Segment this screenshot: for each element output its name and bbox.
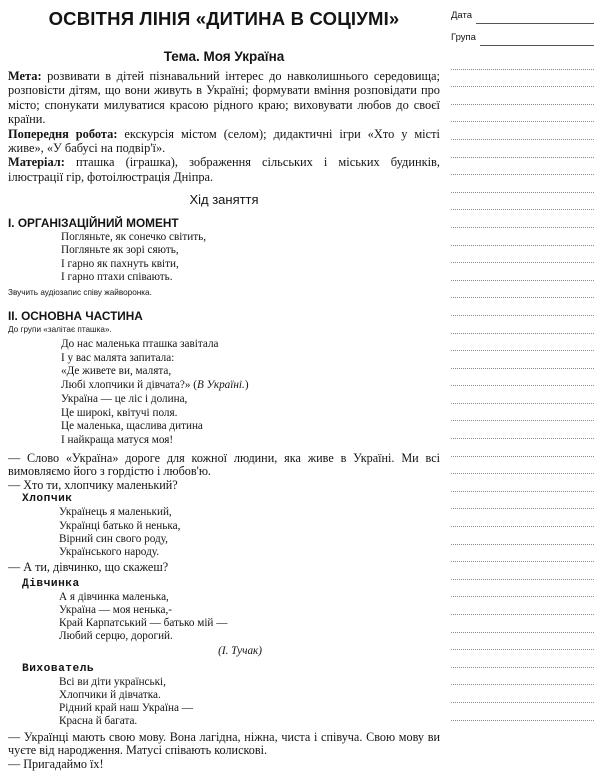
- date-label: Дата: [451, 8, 472, 24]
- note-line[interactable]: [451, 158, 594, 176]
- poem-line: І найкраща матуся моя!: [61, 434, 440, 448]
- note-line[interactable]: [451, 175, 594, 193]
- note-line[interactable]: [451, 562, 594, 580]
- lesson-intro: [8, 69, 440, 184]
- note-line[interactable]: [451, 439, 594, 457]
- note-line[interactable]: [451, 597, 594, 615]
- note-line[interactable]: [451, 509, 594, 527]
- poem-line: Погляньте, як сонечко світить,: [61, 231, 440, 244]
- page-title: ОСВІТНЯ ЛІНІЯ «ДИТИНА В СОЦІУМІ»: [8, 6, 440, 32]
- note-line[interactable]: [451, 650, 594, 668]
- poem-line-text: Любі хлопчики й дівчата?» (: [61, 379, 197, 391]
- dialogue-block: [8, 452, 440, 493]
- intro-paragraph: — Слово «Україна» дороге для кожної людини, яка живе в Україні. Ми всі вимовляємо його з гордістю і любов'ю.: [8, 452, 440, 479]
- verse-line: Красна й багата.: [59, 715, 440, 728]
- verse-line: Хлопчики й дівчатка.: [59, 689, 440, 702]
- date-line[interactable]: [476, 12, 594, 24]
- group-field[interactable]: [451, 30, 594, 46]
- notes-sidebar: [451, 8, 594, 721]
- boy-verse: [59, 506, 440, 559]
- materials-paragraph: [8, 155, 440, 184]
- date-field[interactable]: [451, 8, 594, 24]
- verse-line: Край Карпатський — батько мій —: [59, 617, 440, 630]
- verse-line: Всі ви діти українські,: [59, 676, 440, 689]
- girl-verse: [59, 591, 440, 644]
- poem-author: (І. Тучак): [8, 644, 262, 658]
- note-line[interactable]: [451, 122, 594, 140]
- note-line[interactable]: [451, 140, 594, 158]
- recall-paragraph: — Пригадаймо їх!: [8, 758, 440, 771]
- note-line[interactable]: [451, 421, 594, 439]
- note-line[interactable]: [451, 52, 594, 70]
- role-girl: Дівчинка: [22, 577, 440, 591]
- poem-line: Це маленька, щаслива дитина: [61, 420, 440, 434]
- verse-line: Любий серцю, дорогий.: [59, 630, 440, 643]
- poem-line-end: ): [245, 379, 249, 391]
- poem-line: [61, 379, 440, 393]
- lesson-theme: Тема. Моя Україна: [8, 47, 440, 67]
- role-teacher: Вихователь: [22, 662, 440, 676]
- note-line[interactable]: [451, 492, 594, 510]
- note-line[interactable]: [451, 263, 594, 281]
- poem-line: «Де живете ви, малята,: [61, 365, 440, 379]
- section-1-note: Звучить аудіозапис співу жайворонка.: [8, 287, 440, 299]
- goal-paragraph: [8, 69, 440, 127]
- note-line[interactable]: [451, 633, 594, 651]
- note-line[interactable]: [451, 369, 594, 387]
- poem-line: І у вас малята запитала:: [61, 352, 440, 366]
- verse-line: Україна — моя ненька,-: [59, 604, 440, 617]
- note-line[interactable]: [451, 545, 594, 563]
- section-2-heading: II. ОСНОВНА ЧАСТИНА: [8, 308, 440, 324]
- note-line[interactable]: [451, 210, 594, 228]
- note-line[interactable]: [451, 404, 594, 422]
- notes-lines[interactable]: [451, 52, 594, 721]
- materials-label: Матеріал:: [8, 155, 65, 169]
- lesson-content: [8, 6, 440, 771]
- verse-line: Українці батько й ненька,: [59, 520, 440, 533]
- verse-line: А я дівчинка маленька,: [59, 591, 440, 604]
- section-1-poem: [61, 231, 440, 284]
- role-boy: Хлопчик: [22, 492, 440, 506]
- prep-label: Попередня робота:: [8, 127, 117, 141]
- group-line[interactable]: [480, 34, 594, 46]
- note-line[interactable]: [451, 703, 594, 721]
- poem-line: Україна — це ліс і долина,: [61, 393, 440, 407]
- poem-line: Це широкі, квітучі поля.: [61, 407, 440, 421]
- poem-line: До нас маленька пташка завітала: [61, 338, 440, 352]
- note-line[interactable]: [451, 457, 594, 475]
- poem-line: І гарно як пахнуть квіти,: [61, 258, 440, 271]
- goal-text: розвивати в дітей пізнавальний інтерес до навколишнього середовища; розповісти дітям, що вони живуть в Україні; формувати вміння розповідати про місто; спонукати милуватися красою рідного краю; виховувати любов до своєї країни.: [8, 69, 440, 126]
- section-1-heading: I. ОРГАНІЗАЦІЙНИЙ МОМЕНТ: [8, 215, 440, 231]
- note-line[interactable]: [451, 668, 594, 686]
- question-boy: — Хто ти, хлопчику маленький?: [8, 479, 440, 493]
- prep-paragraph: [8, 127, 440, 156]
- verse-line: Українського народу.: [59, 546, 440, 559]
- note-line[interactable]: [451, 298, 594, 316]
- materials-text: пташка (іграшка), зображення сільських і міських будинків, ілюстрації гір, фотоілюстрація Дніпра.: [8, 155, 440, 183]
- note-line[interactable]: [451, 615, 594, 633]
- section-2-note: До групи «залітає пташка».: [8, 324, 440, 336]
- note-line[interactable]: [451, 316, 594, 334]
- goal-label: Мета:: [8, 69, 42, 83]
- note-line[interactable]: [451, 351, 594, 369]
- prep-text: екскурсія містом (селом); дидактичні ігри «Хто у місті живе», «У бабусі на подвір'ї».: [8, 127, 440, 155]
- group-label: Група: [451, 30, 476, 46]
- note-line[interactable]: [451, 685, 594, 703]
- note-line[interactable]: [451, 70, 594, 88]
- note-line[interactable]: [451, 193, 594, 211]
- note-line[interactable]: [451, 386, 594, 404]
- note-line[interactable]: [451, 334, 594, 352]
- poem-line: І гарно птахи співають.: [61, 271, 440, 284]
- note-line[interactable]: [451, 281, 594, 299]
- verse-line: Українець я маленький,: [59, 506, 440, 519]
- note-line[interactable]: [451, 580, 594, 598]
- note-line[interactable]: [451, 87, 594, 105]
- poem-line: Погляньте як зорі сяють,: [61, 244, 440, 257]
- closing-block: [8, 731, 440, 771]
- verse-line: Вірний син свого роду,: [59, 533, 440, 546]
- verse-line: Рідний край наш Україна —: [59, 702, 440, 715]
- teacher-verse: [59, 676, 440, 729]
- note-line[interactable]: [451, 527, 594, 545]
- question-girl: — А ти, дівчинко, що скажеш?: [8, 561, 440, 575]
- section-2-poem: [61, 338, 440, 448]
- language-paragraph: — Українці мають свою мову. Вона лагідна, ніжна, чиста і співуча. Свою мову ви чуєте від народження. Матусі співають колискові.: [8, 731, 440, 758]
- lesson-progress-heading: Хід заняття: [8, 191, 440, 209]
- note-line[interactable]: [451, 228, 594, 246]
- note-line[interactable]: [451, 105, 594, 123]
- note-line[interactable]: [451, 474, 594, 492]
- note-line[interactable]: [451, 246, 594, 264]
- poem-answer: В Україні.: [197, 379, 245, 391]
